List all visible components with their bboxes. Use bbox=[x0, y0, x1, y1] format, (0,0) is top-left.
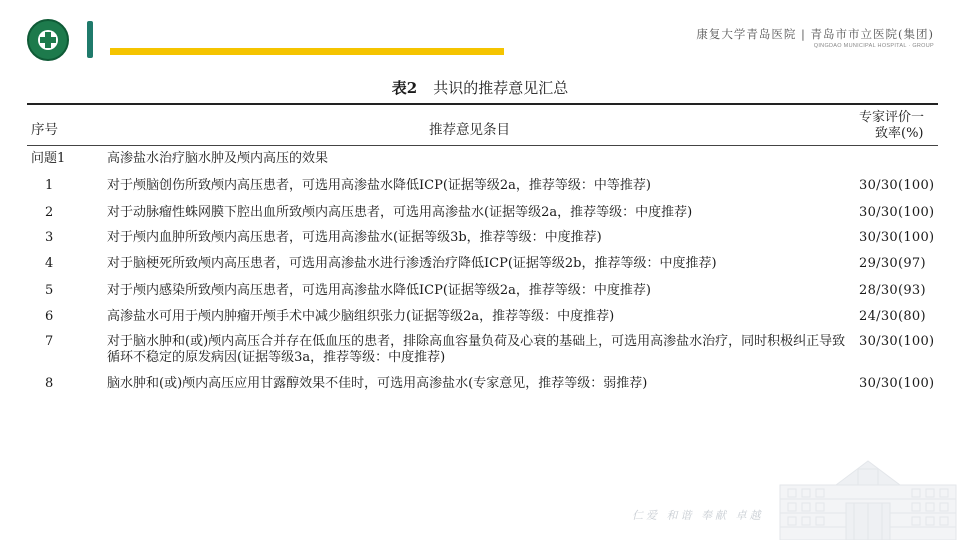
column-header-rate-line2: 致率(%) bbox=[875, 126, 924, 141]
row-text: 对于颅脑创伤所致颅内高压患者，可选用高渗盐水降低ICP(证据等级2a，推荐等级：中等推荐) bbox=[107, 178, 651, 193]
column-header-no: 序号 bbox=[31, 122, 58, 138]
row-text: 高渗盐水可用于颅内肿瘤开颅手术中减少脑组织张力(证据等级2a，推荐等级：中度推荐) bbox=[107, 309, 615, 324]
row-no: 3 bbox=[45, 230, 54, 245]
row-text: 对于脑水肿和(或)颅内高压合并存在低血压的患者，排除高血容量负荷及心衰的基础上，可选用高渗盐水治疗，同时积极纠正导致循环不稳定的原发病因(证据等级3a，推荐等级：中度推荐) bbox=[107, 334, 846, 365]
header-accent-bar bbox=[110, 48, 504, 55]
row-no: 7 bbox=[45, 334, 54, 349]
row-rate: 30/30(100) bbox=[859, 334, 935, 349]
header-divider bbox=[87, 21, 93, 58]
row-rate: 29/30(97) bbox=[859, 256, 926, 271]
row-text: 对于动脉瘤性蛛网膜下腔出血所致颅内高压患者，可选用高渗盐水(证据等级2a，推荐等级：中度推荐) bbox=[107, 205, 693, 220]
row-no: 2 bbox=[45, 205, 54, 220]
row-text: 高渗盐水治疗脑水肿及颅内高压的效果 bbox=[107, 151, 329, 166]
row-rate: 30/30(100) bbox=[859, 178, 935, 193]
column-header-rate-line1: 专家评价一 bbox=[859, 110, 925, 125]
table-title bbox=[0, 77, 960, 98]
row-text: 脑水肿和(或)颅内高压应用甘露醇效果不佳时，可选用高渗盐水(专家意见，推荐等级：弱推荐) bbox=[107, 376, 648, 391]
row-text: 对于脑梗死所致颅内高压患者，可选用高渗盐水进行渗透治疗降低ICP(证据等级2b，推荐等级：中度推荐) bbox=[107, 256, 717, 271]
table-header-rule bbox=[27, 145, 938, 146]
row-no: 8 bbox=[45, 376, 54, 391]
column-header-item: 推荐意见条目 bbox=[429, 122, 510, 138]
row-text: 对于颅内感染所致颅内高压患者，可选用高渗盐水降低ICP(证据等级2a，推荐等级：中度推荐) bbox=[107, 283, 651, 298]
row-no: 5 bbox=[45, 283, 54, 298]
table-top-rule bbox=[27, 103, 938, 105]
row-text: 对于颅内血肿所致颅内高压患者，可选用高渗盐水(证据等级3b，推荐等级：中度推荐) bbox=[107, 230, 602, 245]
table-title-label: 表2 bbox=[391, 79, 418, 97]
row-no: 4 bbox=[45, 256, 54, 271]
table-title-text: 共识的推荐意见汇总 bbox=[433, 79, 569, 97]
brand-subtitle: QINGDAO MUNICIPAL HOSPITAL · GROUP bbox=[813, 43, 934, 49]
slide-header bbox=[0, 0, 960, 75]
row-rate: 30/30(100) bbox=[859, 376, 935, 391]
footer-slogan: 仁爱 和谐 奉献 卓越 bbox=[632, 509, 764, 522]
hospital-logo-icon bbox=[27, 19, 69, 61]
row-no: 问题1 bbox=[31, 151, 66, 166]
hospital-building-icon bbox=[776, 455, 960, 540]
hospital-brand bbox=[696, 26, 934, 49]
row-no: 1 bbox=[45, 178, 54, 193]
brand-name: 康复大学青岛医院 | 青岛市市立医院(集团) bbox=[696, 27, 934, 41]
row-rate: 30/30(100) bbox=[859, 205, 935, 220]
row-rate: 24/30(80) bbox=[859, 309, 926, 324]
row-rate: 30/30(100) bbox=[859, 230, 935, 245]
row-rate: 28/30(93) bbox=[859, 283, 926, 298]
column-header-rate bbox=[857, 110, 939, 142]
row-no: 6 bbox=[45, 309, 54, 324]
